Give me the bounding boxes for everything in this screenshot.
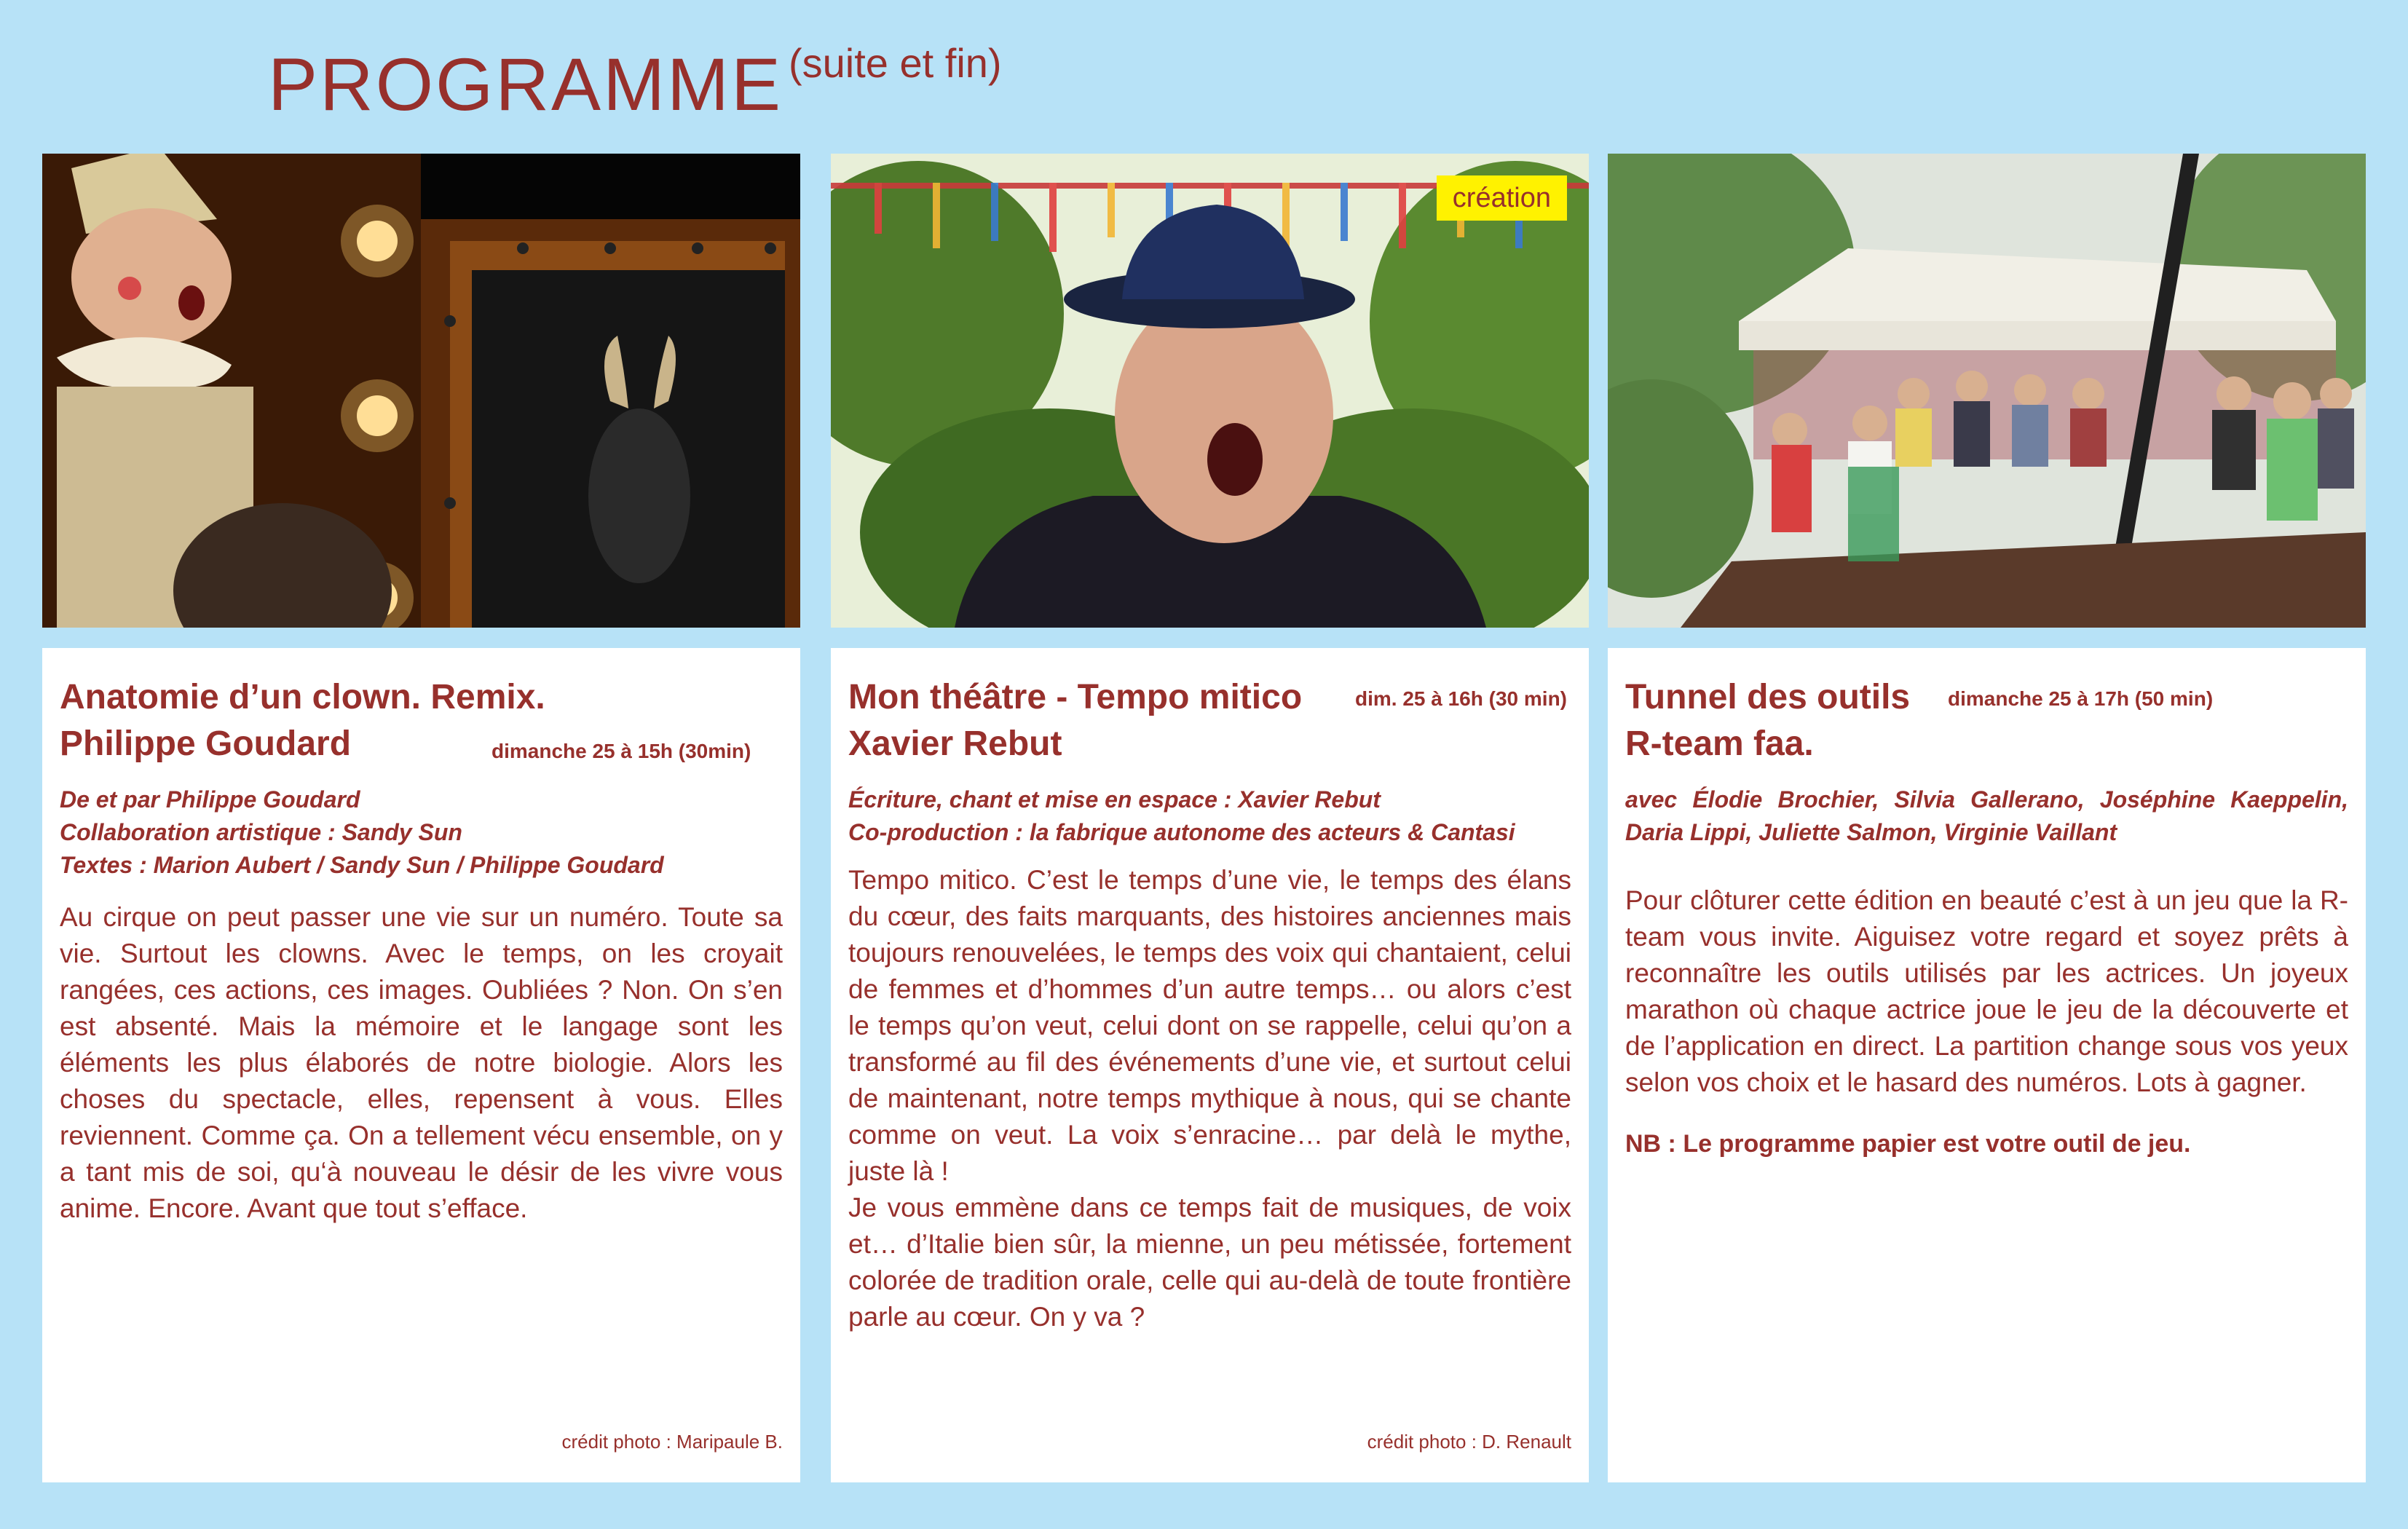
- credit-line: Écriture, chant et mise en espace : Xavier Rebut: [848, 786, 1381, 813]
- show-title: [848, 674, 1571, 767]
- photo-audience: [1608, 154, 2366, 628]
- show-schedule: dim. 25 à 16h (30 min): [1355, 687, 1567, 710]
- description-paragraph: Tempo mitico. C’est le temps d’une vie, le temps des élans du cœur, des faits marquants, des histoires anciennes mais toujours renouvelées, le temps des voix qui chantaient, celui de femmes et d’hommes d’un autre temps… ou alors c’est le temps qu’on veut, celui dont on se rappelle, celui qu’on a transformé au fil des événements d’une vie, et surtout celui de maintenant, notre temps mythique à nous, qui se chante comme on veut. La voix s’enracine… par delà le mythe, juste là !: [848, 865, 1571, 1186]
- show-title-line2: Xavier Rebut: [848, 724, 1062, 763]
- photo-singer: [831, 154, 1589, 628]
- page-title: PROGRAMME: [268, 43, 783, 126]
- show-credits: [848, 783, 1571, 849]
- show-card-tunnel-outils: [1608, 648, 2366, 1482]
- show-title-line1: Tunnel des outils: [1625, 678, 1911, 716]
- show-description: Pour clôturer cette édition en beauté c’est à un jeu que la R-team vous invite. Aiguisez votre regard et soyez prêts à reconnaître les outils utilisés par les actrices. Un joyeux marathon où chaque actrice joue le jeu de la découverte et de l’application en direct. La partition change sous vos yeux selon vos choix et le hasard des numéros. Lots à gagner.: [1625, 885, 2348, 1097]
- show-title-line2: Philippe Goudard: [60, 724, 352, 763]
- credit-line: Co-production : la fabrique autonome des acteurs & Cantasi: [848, 819, 1515, 845]
- show-description: [848, 862, 1571, 1335]
- show-title: [1625, 674, 2348, 767]
- show-card-anatomie: [42, 648, 800, 1482]
- description-paragraph: Je vous emmène dans ce temps fait de musiques, de voix et… d’Italie bien sûr, la mienne, un peu métissée, fortement colorée de tradition orale, celle qui au-delà de toute frontière parle au cœur. On y va ?: [848, 1193, 1571, 1332]
- show-schedule: dimanche 25 à 17h (50 min): [1948, 687, 2214, 710]
- show-title-line1: Mon théâtre - Tempo mitico: [848, 678, 1303, 716]
- show-title-line2: R-team faa.: [1625, 724, 1814, 763]
- show-note: NB : Le programme papier est votre outil de jeu.: [1625, 1130, 2191, 1158]
- page-subtitle: (suite et fin): [789, 40, 1002, 86]
- credit-line: Textes : Marion Aubert / Sandy Sun / Philippe Goudard: [60, 852, 664, 878]
- show-description: Au cirque on peut passer une vie sur un numéro. Toute sa vie. Surtout les clowns. Avec le temps, on les croyait rangées, ces actions, ces images. Oubliées ? Non. On s’en est absenté. Mais la mémoire et le langage sont les éléments les plus élaborés de notre biologie. Alors les choses du spectacle, elles, repensent à vous. Elles reviennent. Comme ça. On a tellement vécu ensemble, on y a tant mis de soi, qu‘à nouveau le désir de les vivre vous anime. Encore. Avant que tout s’efface.: [60, 902, 783, 1223]
- show-schedule: dimanche 25 à 15h (30min): [492, 740, 751, 762]
- show-title: [60, 674, 783, 767]
- creation-badge: création: [1437, 175, 1567, 221]
- credit-line: Collaboration artistique : Sandy Sun: [60, 819, 462, 845]
- show-card-tempo-mitico: [831, 648, 1589, 1482]
- photo-clown: [42, 154, 800, 628]
- show-credits: avec Élodie Brochier, Silvia Gallerano, Joséphine Kaeppelin, Daria Lippi, Juliette Salmon, Virginie Vaillant: [1625, 786, 2348, 845]
- photo-credit: crédit photo : Maripaule B.: [561, 1431, 783, 1453]
- credit-line: De et par Philippe Goudard: [60, 786, 360, 813]
- show-title-line1: Anatomie d’un clown. Remix.: [60, 678, 545, 716]
- photo-credit: crédit photo : D. Renault: [1367, 1431, 1571, 1453]
- show-credits: [60, 783, 783, 882]
